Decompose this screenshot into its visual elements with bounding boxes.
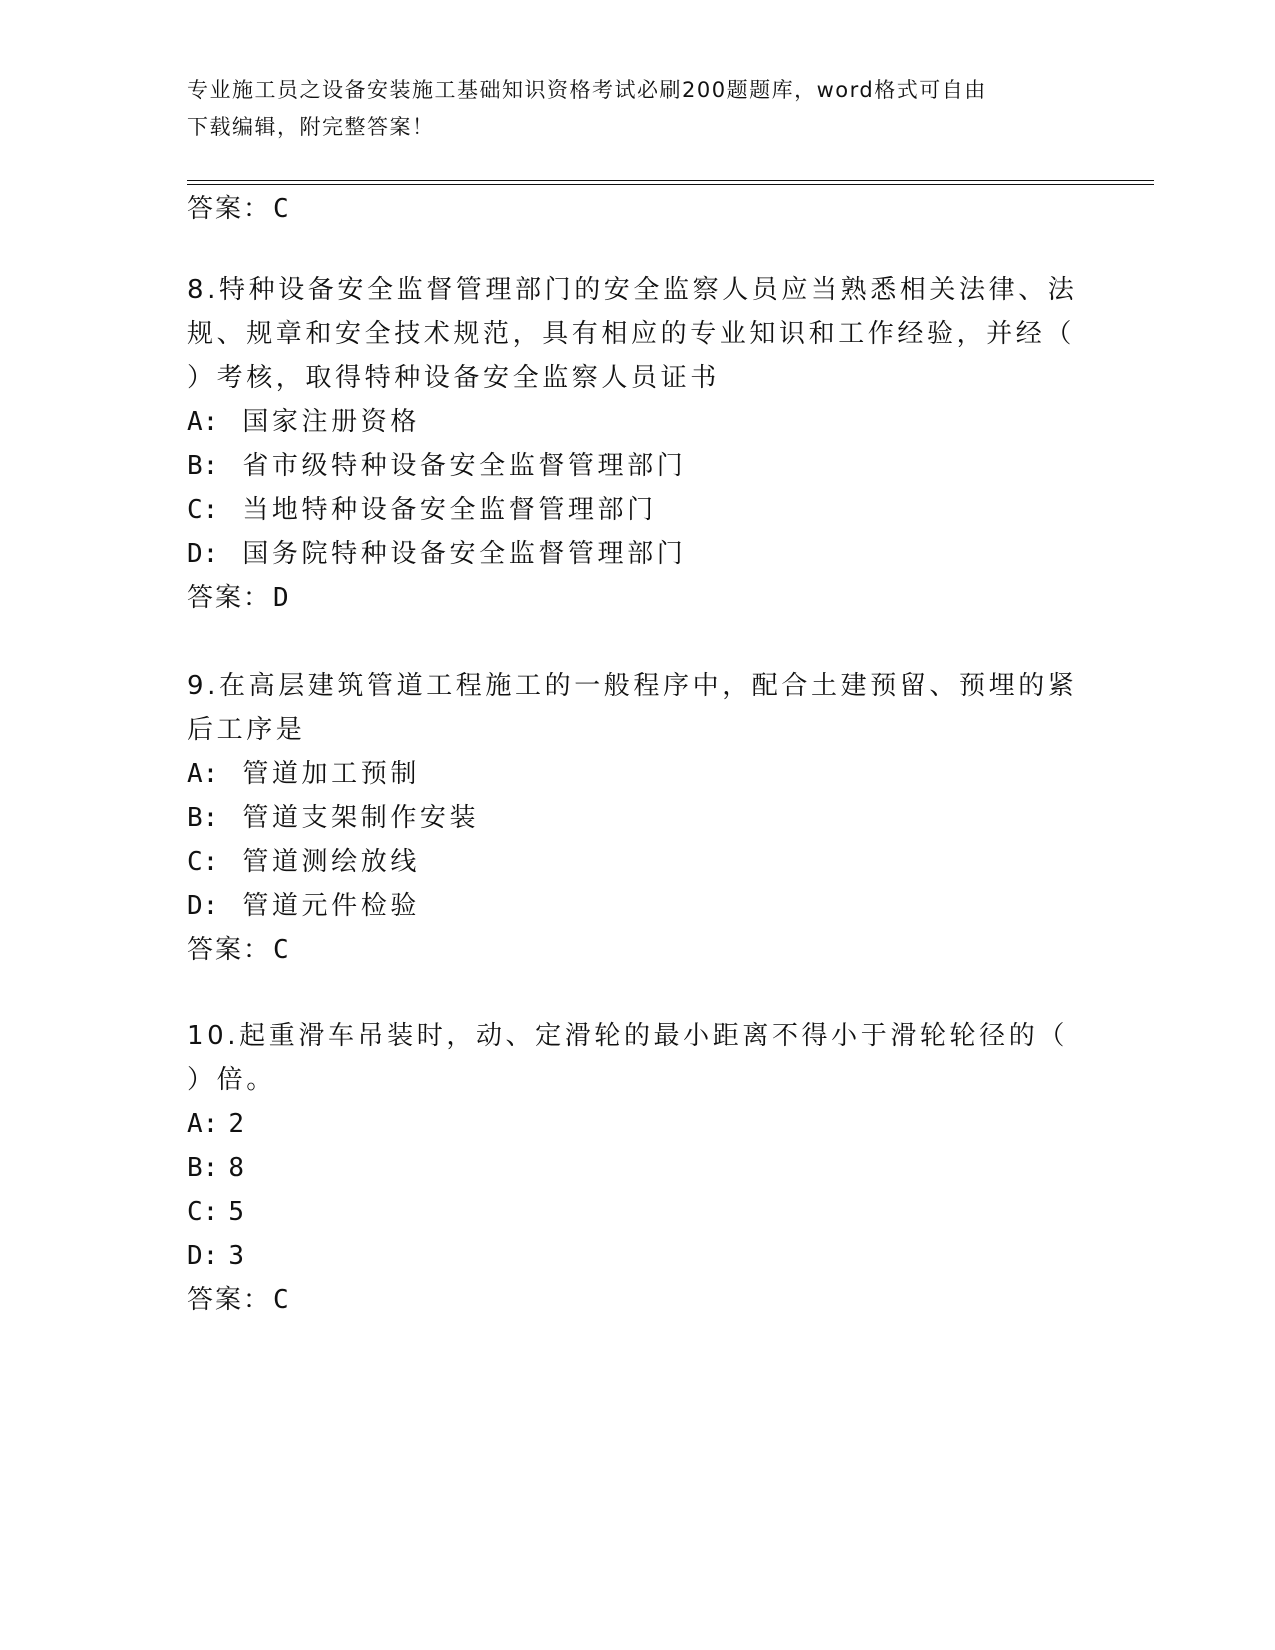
option-letter: A: xyxy=(187,407,219,437)
header-rule-bottom xyxy=(187,184,1154,185)
question-10-stem-line-1: 10.起重滑车吊装时，动、定滑轮的最小距离不得小于滑轮轮径的（ xyxy=(187,1021,1068,1051)
document-header xyxy=(187,72,1087,146)
answer-label: 答案： xyxy=(187,935,272,965)
question-10-stem-line-2: ）倍。 xyxy=(187,1065,276,1095)
answer-label: 答案： xyxy=(187,194,272,224)
option-text: 2 xyxy=(228,1109,244,1139)
question-8-stem-line-2: 规、规章和安全技术规范，具有相应的专业知识和工作经验，并经（ xyxy=(187,319,1076,349)
answer-label: 答案： xyxy=(187,1285,272,1315)
option-text: 管道元件检验 xyxy=(242,891,420,921)
option-text: 3 xyxy=(228,1241,244,1271)
option-text: 8 xyxy=(228,1153,244,1183)
option-letter: C: xyxy=(187,847,219,877)
option-text: 管道测绘放线 xyxy=(242,847,420,877)
question-9-answer xyxy=(187,934,291,966)
option-text: 管道支架制作安装 xyxy=(242,803,480,833)
question-8-option-b xyxy=(187,450,686,482)
answer-value: C xyxy=(273,1285,291,1315)
header-rule-top xyxy=(187,180,1154,181)
option-text: 国家注册资格 xyxy=(242,407,420,437)
question-9-option-d xyxy=(187,890,420,922)
answer-value: C xyxy=(273,194,291,224)
question-8-stem-line-3: ）考核，取得特种设备安全监察人员证书 xyxy=(187,363,720,393)
option-letter: A: xyxy=(187,1109,219,1139)
option-letter: C: xyxy=(187,495,219,525)
option-letter: B: xyxy=(187,803,219,833)
answer-value: D xyxy=(273,583,291,613)
previous-answer xyxy=(187,193,291,225)
question-10-option-c xyxy=(187,1196,244,1228)
question-8-option-a xyxy=(187,406,420,438)
question-8-answer xyxy=(187,582,291,614)
answer-value: C xyxy=(273,935,291,965)
option-text: 省市级特种设备安全监督管理部门 xyxy=(242,451,687,481)
header-line-1: 专业施工员之设备安装施工基础知识资格考试必刷200题题库，word格式可自由 xyxy=(187,78,987,102)
question-9-stem-line-2: 后工序是 xyxy=(187,715,306,745)
header-line-2: 下载编辑，附完整答案！ xyxy=(187,115,435,139)
question-8-stem-line-1: 8.特种设备安全监督管理部门的安全监察人员应当熟悉相关法律、法 xyxy=(187,275,1078,305)
option-letter: B: xyxy=(187,1153,219,1183)
question-10-option-a xyxy=(187,1108,244,1140)
option-letter: C: xyxy=(187,1197,219,1227)
option-letter: A: xyxy=(187,759,219,789)
option-text: 当地特种设备安全监督管理部门 xyxy=(242,495,657,525)
question-8-option-c xyxy=(187,494,657,526)
option-letter: D: xyxy=(187,539,219,569)
option-letter: B: xyxy=(187,451,219,481)
answer-label: 答案： xyxy=(187,583,272,613)
question-9-stem-line-1: 9.在高层建筑管道工程施工的一般程序中，配合土建预留、预埋的紧 xyxy=(187,671,1078,701)
option-text: 管道加工预制 xyxy=(242,759,420,789)
option-text: 国务院特种设备安全监督管理部门 xyxy=(242,539,687,569)
question-9-option-b xyxy=(187,802,479,834)
question-9-option-c xyxy=(187,846,420,878)
option-letter: D: xyxy=(187,891,219,921)
question-10-option-d xyxy=(187,1240,244,1272)
question-8-option-d xyxy=(187,538,686,570)
question-10-answer xyxy=(187,1284,291,1316)
question-9-option-a xyxy=(187,758,420,790)
option-text: 5 xyxy=(228,1197,244,1227)
option-letter: D: xyxy=(187,1241,219,1271)
question-10-option-b xyxy=(187,1152,244,1184)
